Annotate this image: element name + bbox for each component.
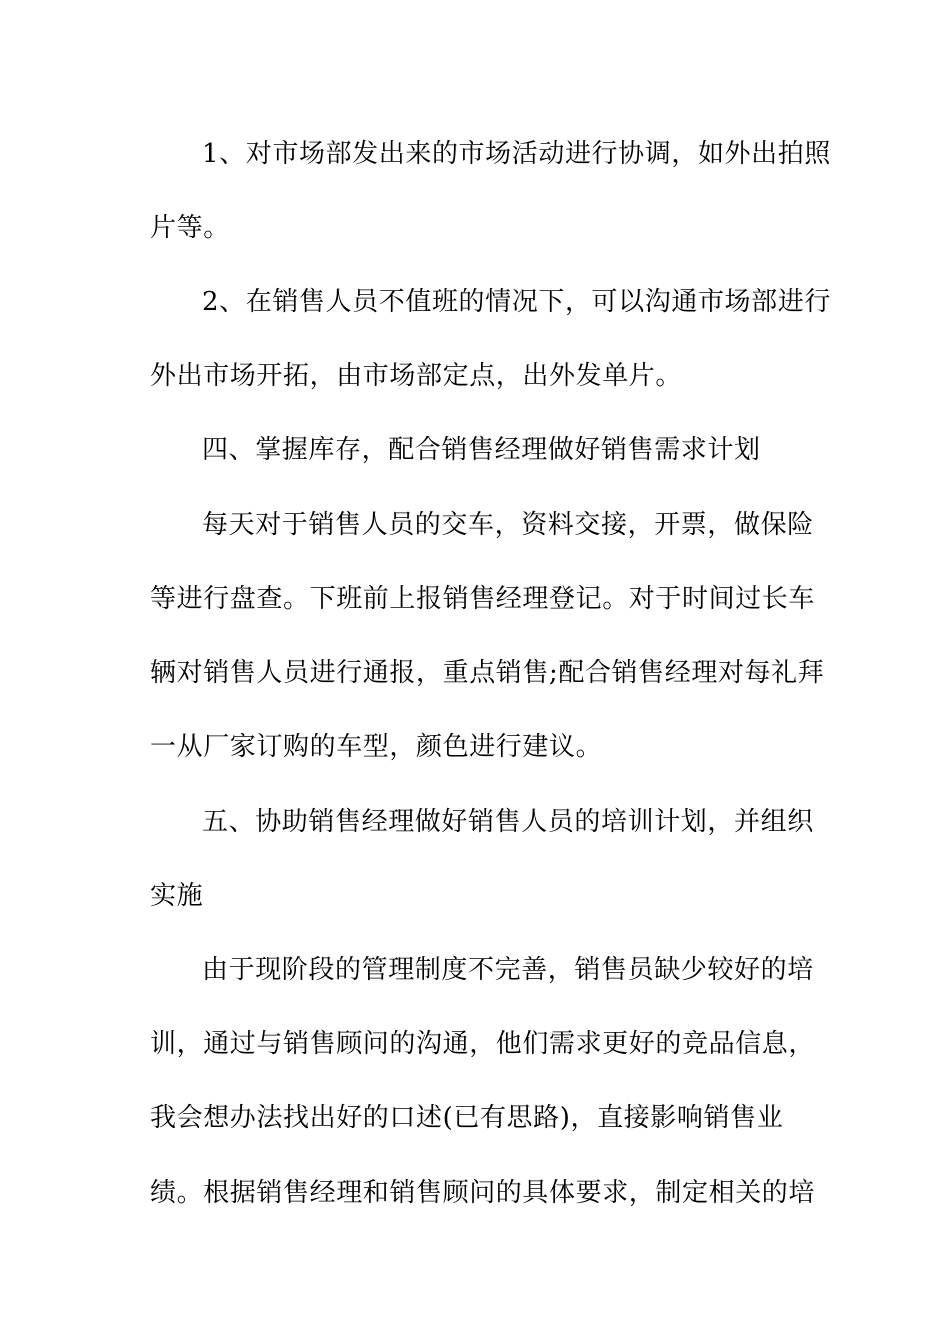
paragraph-line: 2、在销售人员不值班的情况下，可以沟通市场部进行 bbox=[202, 287, 831, 317]
paragraph-line: 训，通过与销售顾问的沟通，他们需求更好的竞品信息， bbox=[150, 1029, 816, 1059]
paragraph-line: 外出市场开拓，由市场部定点，出外发单片。 bbox=[150, 361, 683, 391]
section-heading-continuation: 实施 bbox=[150, 881, 204, 911]
section-heading: 五、协助销售经理做好销售人员的培训计划，并组织 bbox=[202, 807, 814, 837]
paragraph-line: 一从厂家订购的车型，颜色进行建议。 bbox=[150, 732, 603, 762]
paragraph-line: 辆对销售人员进行通报，重点销售;配合销售经理对每礼拜 bbox=[150, 658, 825, 688]
paragraph-line: 由于现阶段的管理制度不完善，销售员缺少较好的培 bbox=[202, 955, 814, 985]
paragraph-line: 1、对市场部发出来的市场活动进行协调，如外出拍照 bbox=[202, 139, 831, 169]
paragraph-line: 片等。 bbox=[150, 213, 230, 243]
paragraph-line: 等进行盘查。下班前上报销售经理登记。对于时间过长车 bbox=[150, 584, 816, 614]
section-heading: 四、掌握库存，配合销售经理做好销售需求计划 bbox=[202, 435, 761, 465]
paragraph-line: 绩。根据销售经理和销售顾问的具体要求，制定相关的培 bbox=[150, 1178, 816, 1208]
paragraph-line: 我会想办法找出好的口述(已有思路)，直接影响销售业 bbox=[150, 1103, 784, 1133]
paragraph-line: 每天对于销售人员的交车，资料交接，开票，做保险 bbox=[202, 510, 814, 540]
